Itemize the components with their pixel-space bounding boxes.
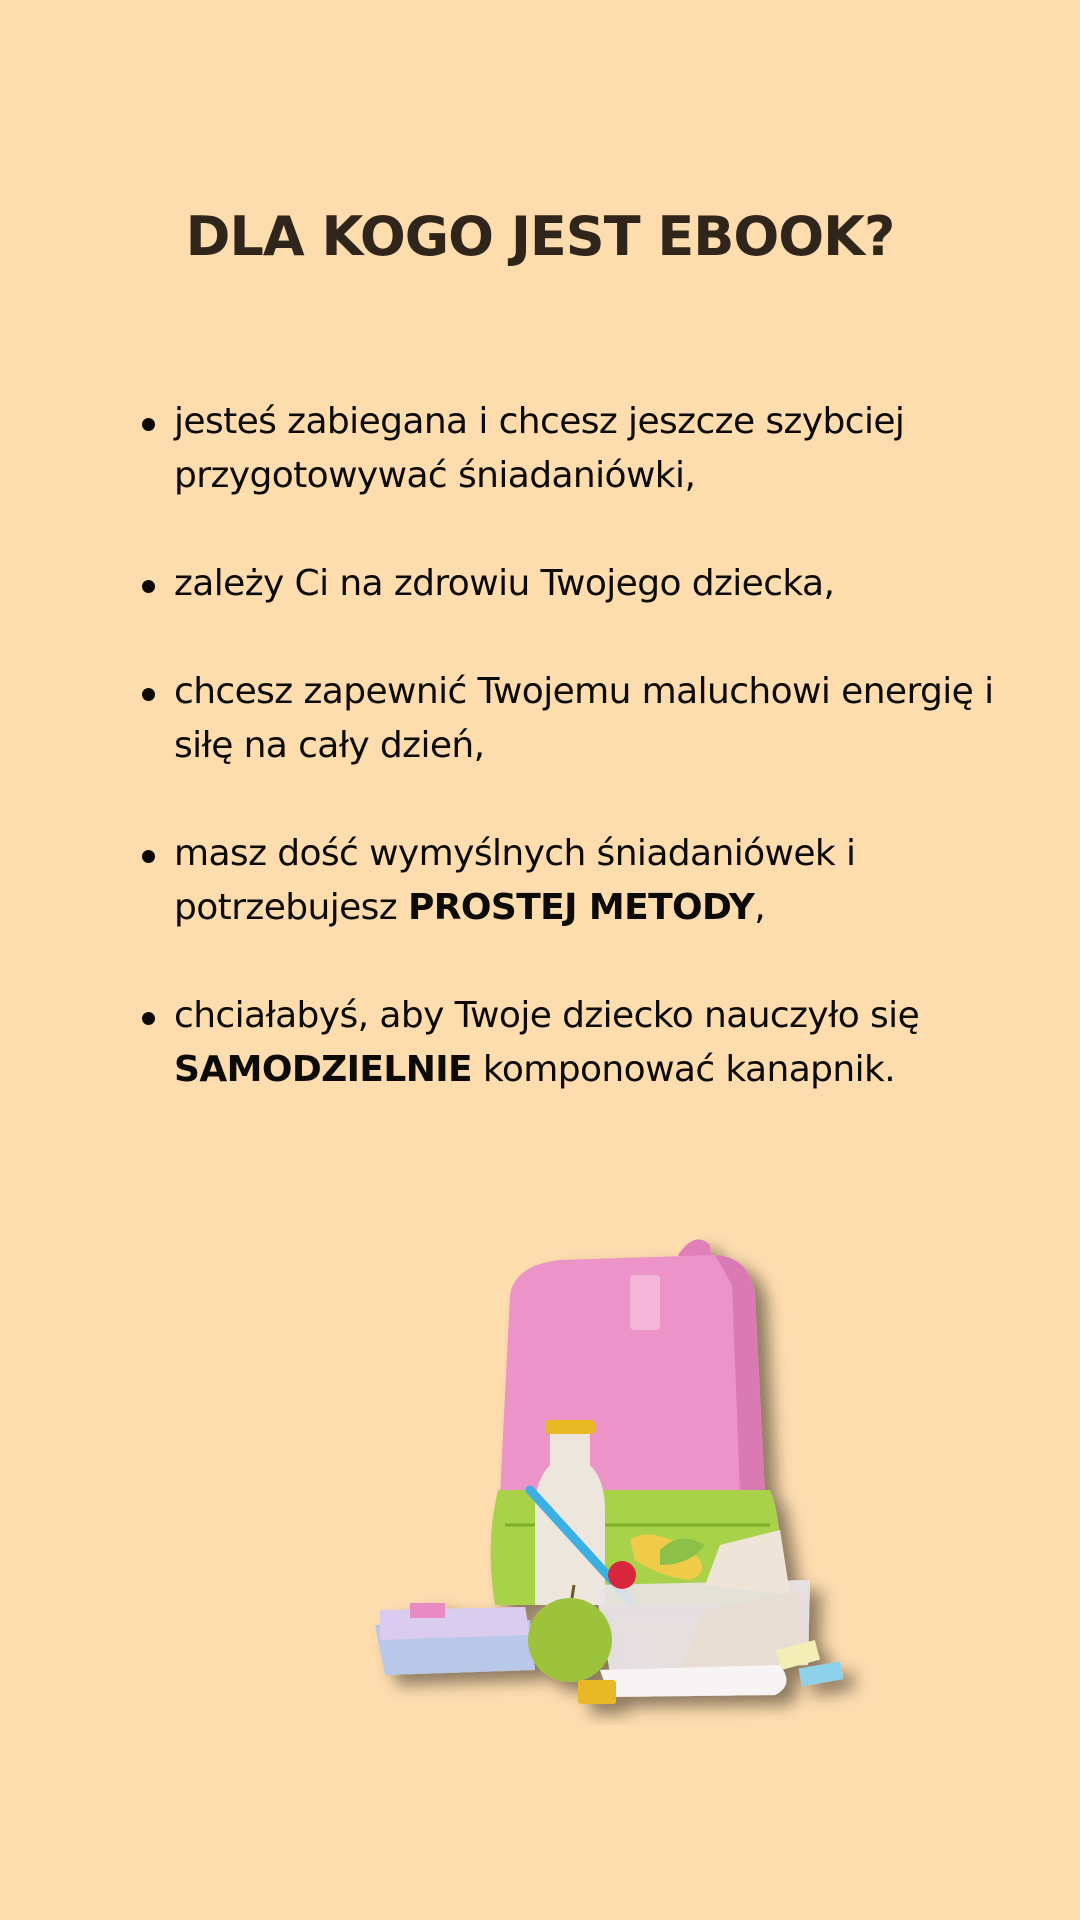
list-item [140,827,1020,935]
emphasis-text: PROSTEJ METODY [407,887,755,928]
item-text: jesteś zabiegana i chcesz jeszcze szybciej przygotowywać śniadaniówki, [174,401,905,496]
emphasis-text: SAMODZIELNIE [174,1049,473,1090]
bullet-icon [142,418,155,431]
bullet-icon [142,1012,155,1025]
item-text: masz dość wymyślnych śniadaniówek i potrzebujesz [174,833,856,928]
item-text: komponować kanapnik. [472,1049,896,1090]
list-item [140,557,1020,611]
page-title: DLA KOGO JEST EBOOK? [185,205,895,268]
list-item [140,395,1020,503]
backpack-icon [360,1225,920,1725]
item-text: zależy Ci na zdrowiu Twojego dziecka, [174,563,835,604]
item-text: chciałabyś, aby Twoje dziecko nauczyło się [174,995,920,1036]
list-item [140,989,1020,1097]
item-text: , [754,887,766,928]
list-item [140,665,1020,773]
bullet-icon [142,580,155,593]
bullet-icon [142,850,155,863]
bullet-icon [142,688,155,701]
backpack-lunch-illustration [360,1225,920,1725]
audience-list [140,395,1020,1151]
item-text: chcesz zapewnić Twojemu maluchowi energię i siłę na cały dzień, [174,671,994,766]
